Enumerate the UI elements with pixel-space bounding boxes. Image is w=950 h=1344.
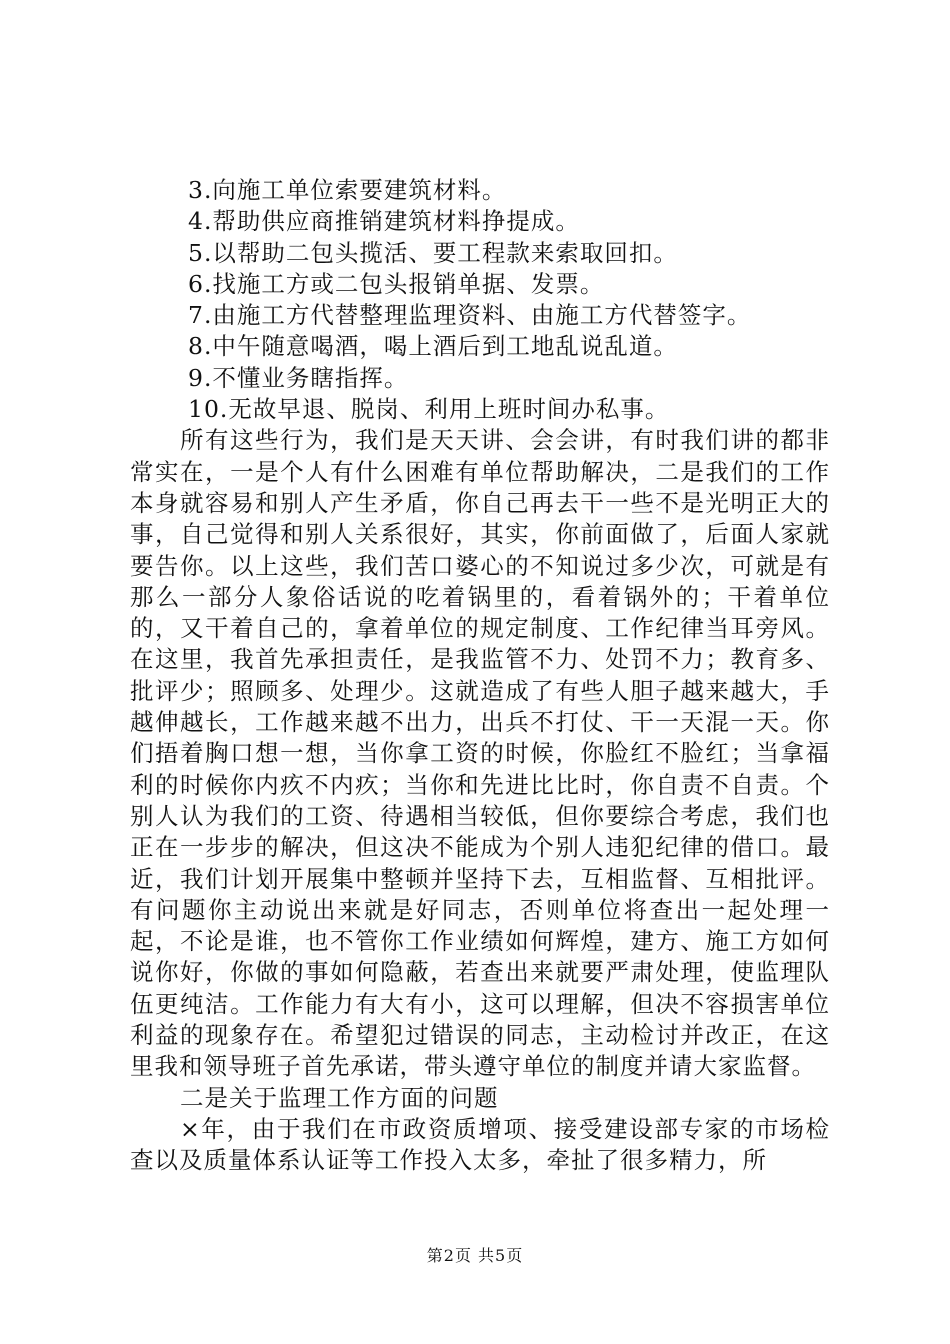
page-footer: 第2页 共5页 <box>426 1246 524 1265</box>
list-item: 4.帮助供应商推销建筑材料挣提成。 <box>188 207 580 236</box>
body-paragraph: 所有这些行为，我们是天天讲、会会讲，有时我们讲的都非常实在，一是个人有什么困难有单位帮助解决，二是我们的工作本身就容易和别人产生矛盾，你自己再去干一些不是光明正大的事，自己觉得和别人关系很好，其实，你前面做了，后面人家就要告你。以上这些，我们苦口婆心的不知说过多少次，可就是有那么一部分人象俗话说的吃着锅里的，看着锅外的；干着单位的，又干着自己的，拿着单位的规定制度、工作纪律当耳旁风。在这里，我首先承担责任，是我监管不力、处罚不力；教育多、批评少；照顾多、处理少。这就造成了有些人胆子越来越大，手越伸越长，工作越来越不出力，出兵不打仗、干一天混一天。你们捂着胸口想一想，当你拿工资的时候，你脸红不脸红；当拿福利的时候你内疚不内疚；当你和先进比比时，你自责不自责。个别人认为我们的工资、待遇相当较低，但你要综合考虑，我们也正在一步步的解决，但这决不能成为个别人违犯纪律的借口。最近，我们计划开展集中整顿并坚持下去，互相监督、互相批评。有问题你主动说出来就是好同志，否则单位将查出一起处理一起，不论是谁，也不管你工作业绩如何辉煌，建方、施工方如何说你好，你做的事如何隐蔽，若查出来就要严肃处理，使监理队伍更纯洁。工作能力有大有小，这可以理解，但决不容损害单位利益的现象存在。希望犯过错误的同志，主动检讨并改正，在这里我和领导班子首先承诺，带头遵守单位的制度并请大家监督。 <box>130 426 830 1081</box>
section-heading: 二是关于监理工作方面的问题 <box>180 1083 499 1112</box>
list-item: 5.以帮助二包头揽活、要工程款来索取回扣。 <box>188 238 678 267</box>
list-item: 3.向施工单位索要建筑材料。 <box>188 176 507 204</box>
list-item: 7.由施工方代替整理监理资料、由施工方代替签字。 <box>188 301 752 330</box>
list-item: 9.不懂业务瞎指挥。 <box>188 363 409 392</box>
list-item: 8.中午随意喝酒，喝上酒后到工地乱说乱道。 <box>188 332 678 361</box>
list-item: 10.无故早退、脱岗、利用上班时间办私事。 <box>188 395 670 424</box>
body-paragraph: ×年，由于我们在市政资质增项、接受建设部专家的市场检查以及质量体系认证等工作投入太多，牵扯了很多精力，所 <box>130 1114 830 1175</box>
document-body <box>130 175 830 1177</box>
list-item: 6.找施工方或二包头报销单据、发票。 <box>188 269 605 298</box>
